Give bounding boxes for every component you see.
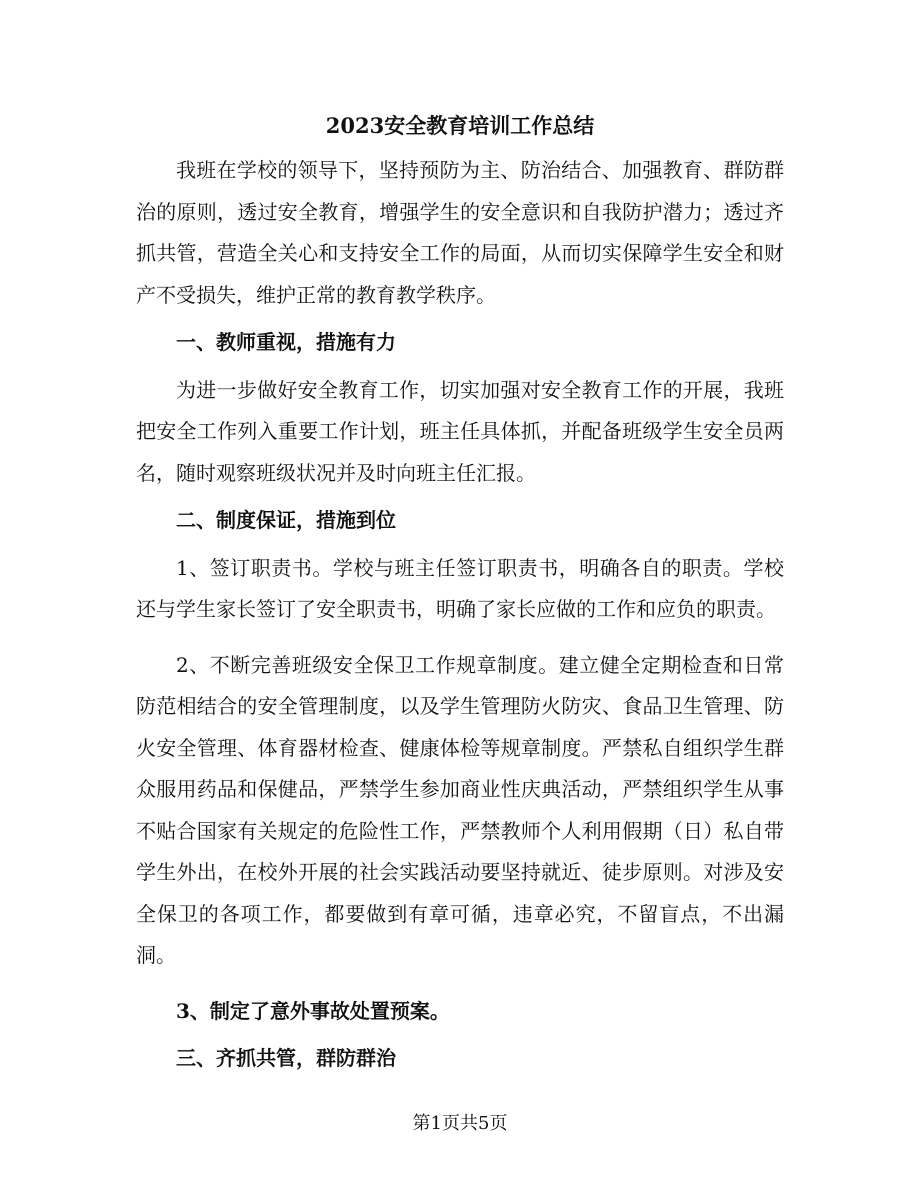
section-heading-1: 一、教师重视，措施有力 — [176, 330, 396, 354]
document-title: 2023安全教育培训工作总结 — [325, 113, 595, 138]
section-2-item-2: 2、不断完善班级安全保卫工作规章制度。建立健全定期检查和日常防范相结合的安全管理制度，以及学生管理防火防灾、食品卫生管理、防火安全管理、体育器材检查、健康体检等规章制度。严禁私自组织学生群众服用药品和保健品，严禁学生参加商业性庆典活动，严禁组织学生从事不贴合国家有关规定的危险性工作，严禁教师个人利用假期（日）私自带学生外出，在校外开展的社会实践活动要坚持就近、徒步原则。对涉及安全保卫的各项工作，都要做到有章可循，违章必究，不留盲点，不出漏洞。 — [136, 652, 784, 967]
document-body — [136, 108, 784, 1086]
section-2-item-3: 3、制定了意外事故处置预案。 — [176, 998, 450, 1023]
intro-paragraph: 我班在学校的领导下，坚持预防为主、防治结合、加强教育、群防群治的原则，透过安全教育，增强学生的安全意识和自我防护潜力；透过齐抓共管，营造全关心和支持安全工作的局面，从而切实保障学生安全和财产不受损失，维护正常的教育教学秩序。 — [136, 158, 784, 307]
section-1-paragraph: 为进一步做好安全教育工作，切实加强对安全教育工作的开展，我班把安全工作列入重要工作计划，班主任具体抓，并配备班级学生安全员两名，随时观察班级状况并及时向班主任汇报。 — [136, 377, 784, 485]
page-number: 第1页共5页 — [412, 1113, 508, 1134]
section-heading-2: 二、制度保证，措施到位 — [176, 508, 396, 532]
section-heading-3: 三、齐抓共管，群防群治 — [176, 1046, 396, 1070]
section-2-item-1: 1、签订职责书。学校与班主任签订职责书，明确各自的职责。学校还与学生家长签订了安全职责书，明确了家长应做的工作和应负的职责。 — [136, 555, 784, 621]
